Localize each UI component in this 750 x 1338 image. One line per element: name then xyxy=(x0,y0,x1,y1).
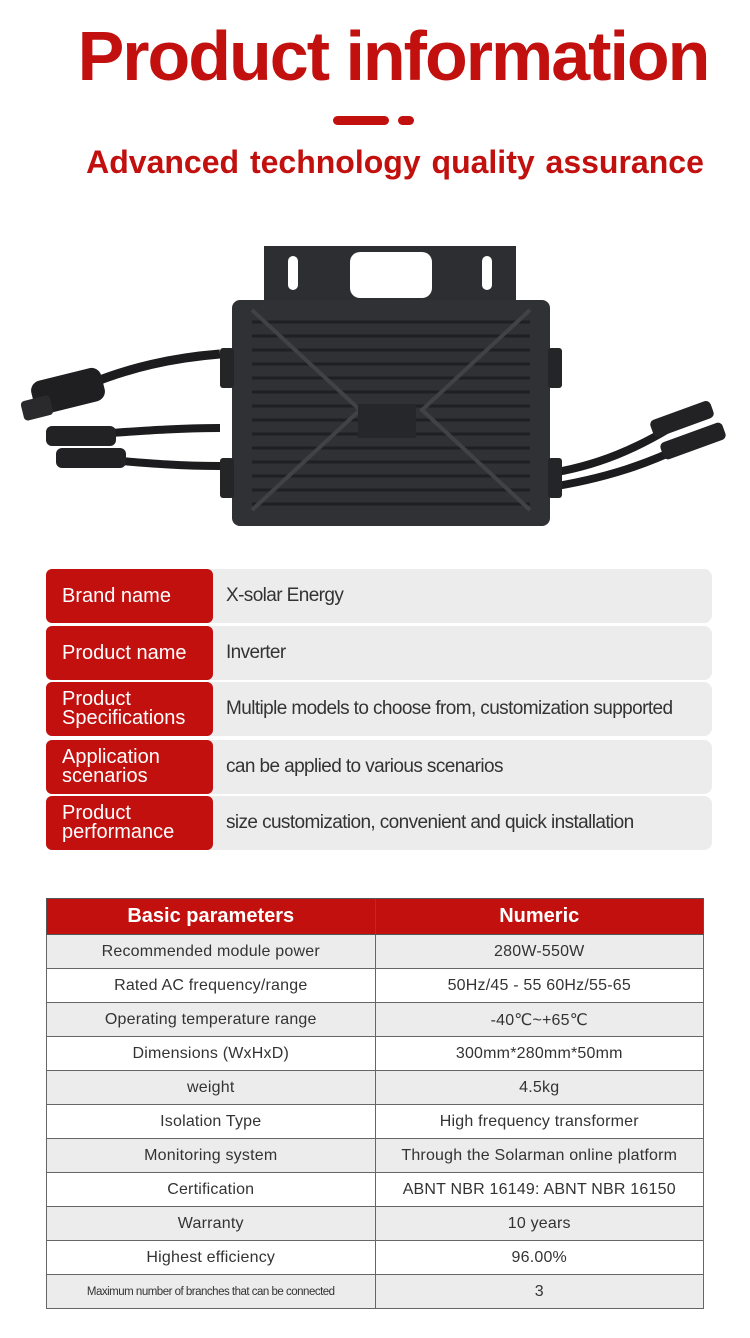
parameter-value: 3 xyxy=(375,1275,704,1309)
table-row xyxy=(47,1071,704,1105)
parameter-name: Operating temperature range xyxy=(47,1003,376,1037)
info-label: Product Specifications xyxy=(46,682,213,736)
info-row-application xyxy=(46,740,712,794)
table-row xyxy=(47,1173,704,1207)
parameter-name: weight xyxy=(47,1071,376,1105)
parameter-value: 300mm*280mm*50mm xyxy=(375,1037,704,1071)
table-row xyxy=(47,1139,704,1173)
parameter-name: Recommended module power xyxy=(47,935,376,969)
info-row-performance xyxy=(46,796,712,850)
info-value: Multiple models to choose from, customization supported xyxy=(206,682,712,736)
info-value: Inverter xyxy=(206,626,712,680)
parameter-value: 4.5kg xyxy=(375,1071,704,1105)
table-row xyxy=(47,1275,704,1309)
parameter-name: Monitoring system xyxy=(47,1139,376,1173)
parameter-value: 50Hz/45 - 55 60Hz/55-65 xyxy=(375,969,704,1003)
parameter-value: 96.00% xyxy=(375,1241,704,1275)
table-row xyxy=(47,1241,704,1275)
info-value: can be applied to various scenarios xyxy=(206,740,712,794)
info-value: X-solar Energy xyxy=(206,569,712,623)
page-subtitle: Advanced technology quality assurance xyxy=(86,144,704,180)
info-row-brand xyxy=(46,569,712,623)
table-row xyxy=(47,1003,704,1037)
parameter-value: 280W-550W xyxy=(375,935,704,969)
inverter-product-image xyxy=(20,238,732,538)
table-header-row xyxy=(47,899,704,935)
info-value: size customization, convenient and quick installation xyxy=(206,796,712,850)
parameter-name: Maximum number of branches that can be connected xyxy=(47,1275,376,1309)
parameter-name: Highest efficiency xyxy=(47,1241,376,1275)
info-label: Brand name xyxy=(46,569,213,623)
title-divider-short xyxy=(398,116,414,125)
info-label: Product name xyxy=(46,626,213,680)
parameter-name: Rated AC frequency/range xyxy=(47,969,376,1003)
parameter-name: Isolation Type xyxy=(47,1105,376,1139)
parameter-value: -40℃~+65℃ xyxy=(375,1003,704,1037)
parameter-value: Through the Solarman online platform xyxy=(375,1139,704,1173)
column-header-basic-parameters: Basic parameters xyxy=(47,899,376,935)
parameter-name: Warranty xyxy=(47,1207,376,1241)
info-label: Product performance xyxy=(46,796,213,850)
table-row xyxy=(47,1037,704,1071)
table-row xyxy=(47,969,704,1003)
info-label: Application scenarios xyxy=(46,740,213,794)
parameter-name: Dimensions (WxHxD) xyxy=(47,1037,376,1071)
parameter-value: High frequency transformer xyxy=(375,1105,704,1139)
parameter-value: 10 years xyxy=(375,1207,704,1241)
parameter-name: Certification xyxy=(47,1173,376,1207)
table-row xyxy=(47,935,704,969)
column-header-numeric: Numeric xyxy=(375,899,704,935)
title-divider-long xyxy=(333,116,389,125)
info-row-specifications xyxy=(46,682,712,736)
info-row-product-name xyxy=(46,626,712,680)
parameter-value: ABNT NBR 16149: ABNT NBR 16150 xyxy=(375,1173,704,1207)
table-row xyxy=(47,1105,704,1139)
basic-parameters-table xyxy=(46,898,704,1309)
page-title: Product information xyxy=(77,17,709,95)
table-row xyxy=(47,1207,704,1241)
